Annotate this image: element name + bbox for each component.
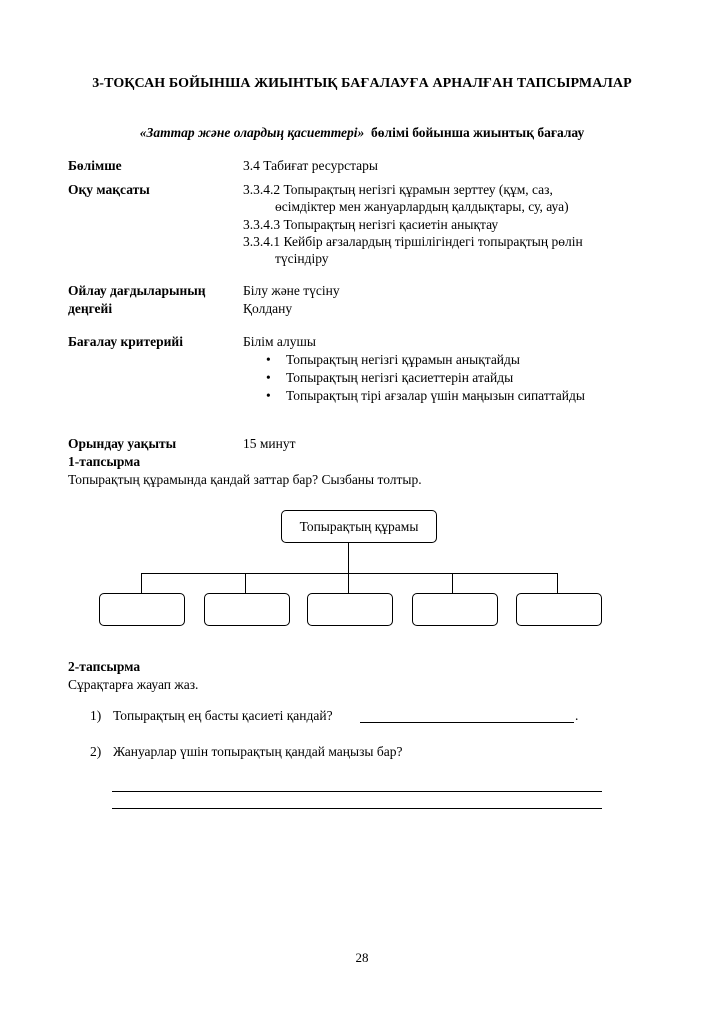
thinking-label-line1: Ойлау дағдыларының xyxy=(68,283,206,298)
diagram-root-box xyxy=(281,510,437,543)
diagram-answer-box[interactable] xyxy=(307,593,393,626)
page-heading: 3-ТОҚСАН БОЙЫНША ЖИЫНТЫҚ БАҒАЛАУҒА АРНАЛҒАН ТАПСЫРМАЛАР xyxy=(92,76,632,91)
section-label: Бөлімше xyxy=(68,158,122,173)
diagram-connector xyxy=(141,573,142,593)
criteria-label: Бағалау критерийі xyxy=(68,334,183,349)
criteria-bullet xyxy=(266,352,520,368)
task1-instruction: Топырақтың құрамында қандай заттар бар? Сызбаны толтыр. xyxy=(68,472,422,487)
diagram-answer-box[interactable] xyxy=(516,593,602,626)
diagram-answer-box[interactable] xyxy=(99,593,185,626)
thinking-value: Қолдану xyxy=(243,301,293,316)
objective-line: 3.3.4.3 Топырақтың негізгі қасиетін анықтау xyxy=(243,217,499,232)
criteria-bullet-text: Топырақтың негізгі қасиеттерін атайды xyxy=(286,370,514,385)
diagram-root-label: Топырақтың құрамы xyxy=(299,518,419,534)
diagram-connector xyxy=(348,543,349,574)
criteria-bullet-text: Топырақтың тірі ағзалар үшін маңызын сипаттайды xyxy=(286,388,585,403)
question-2-text: Жануарлар үшін топырақтың қандай маңызы бар? xyxy=(113,744,403,759)
bullet-icon: • xyxy=(266,388,271,403)
question-1-number: 1) xyxy=(90,708,102,723)
objective-line: 3.3.4.1 Кейбір ағзалардың тіршілігіндегі топырақтың рөлін xyxy=(243,234,583,249)
diagram-answer-box[interactable] xyxy=(204,593,290,626)
diagram-connector xyxy=(141,573,558,574)
task2-title: 2-тапсырма xyxy=(68,659,141,674)
thinking-value: Білу және түсіну xyxy=(243,283,340,298)
objective-line: 3.3.4.2 Топырақтың негізгі құрамын зерттеу (құм, саз, xyxy=(243,182,553,197)
diagram-connector xyxy=(452,573,453,593)
question-2-number: 2) xyxy=(90,744,102,759)
task2-instruction: Сұрақтарға жауап жаз. xyxy=(68,677,199,692)
time-label: Орындау уақыты xyxy=(68,436,177,451)
question-2-answer-line[interactable] xyxy=(112,808,602,809)
criteria-bullet xyxy=(266,370,513,386)
question-1-text: Топырақтың ең басты қасиеті қандай? xyxy=(113,708,333,723)
objectives-label: Оқу мақсаты xyxy=(68,182,150,197)
subheading-rest: бөлімі бойынша жиынтық бағалау xyxy=(371,125,585,140)
criteria-bullet xyxy=(266,388,585,404)
question-1-answer-line[interactable] xyxy=(360,722,574,723)
objective-line: өсімдіктер мен жануарлардың қалдықтары, су, ауа) xyxy=(275,199,569,214)
page-subheading xyxy=(0,125,724,141)
time-value: 15 минут xyxy=(243,436,296,451)
criteria-bullet-text: Топырақтың негізгі құрамын анықтайды xyxy=(286,352,520,367)
question-2-answer-line[interactable] xyxy=(112,791,602,792)
page-number: 28 xyxy=(355,950,369,965)
diagram-answer-box[interactable] xyxy=(412,593,498,626)
bullet-icon: • xyxy=(266,352,271,367)
objective-line: түсіндіру xyxy=(275,251,329,266)
diagram-connector xyxy=(245,573,246,593)
criteria-intro: Білім алушы xyxy=(243,334,316,349)
thinking-label-line2: деңгейі xyxy=(68,301,113,316)
section-value: 3.4 Табиғат ресурстары xyxy=(243,158,378,173)
bullet-icon: • xyxy=(266,370,271,385)
subheading-topic: «Заттар және олардың қасиеттері» xyxy=(139,125,365,140)
task1-title: 1-тапсырма xyxy=(68,454,141,469)
diagram-connector xyxy=(557,573,558,593)
question-1-period: . xyxy=(575,708,579,723)
diagram-connector xyxy=(348,573,349,593)
